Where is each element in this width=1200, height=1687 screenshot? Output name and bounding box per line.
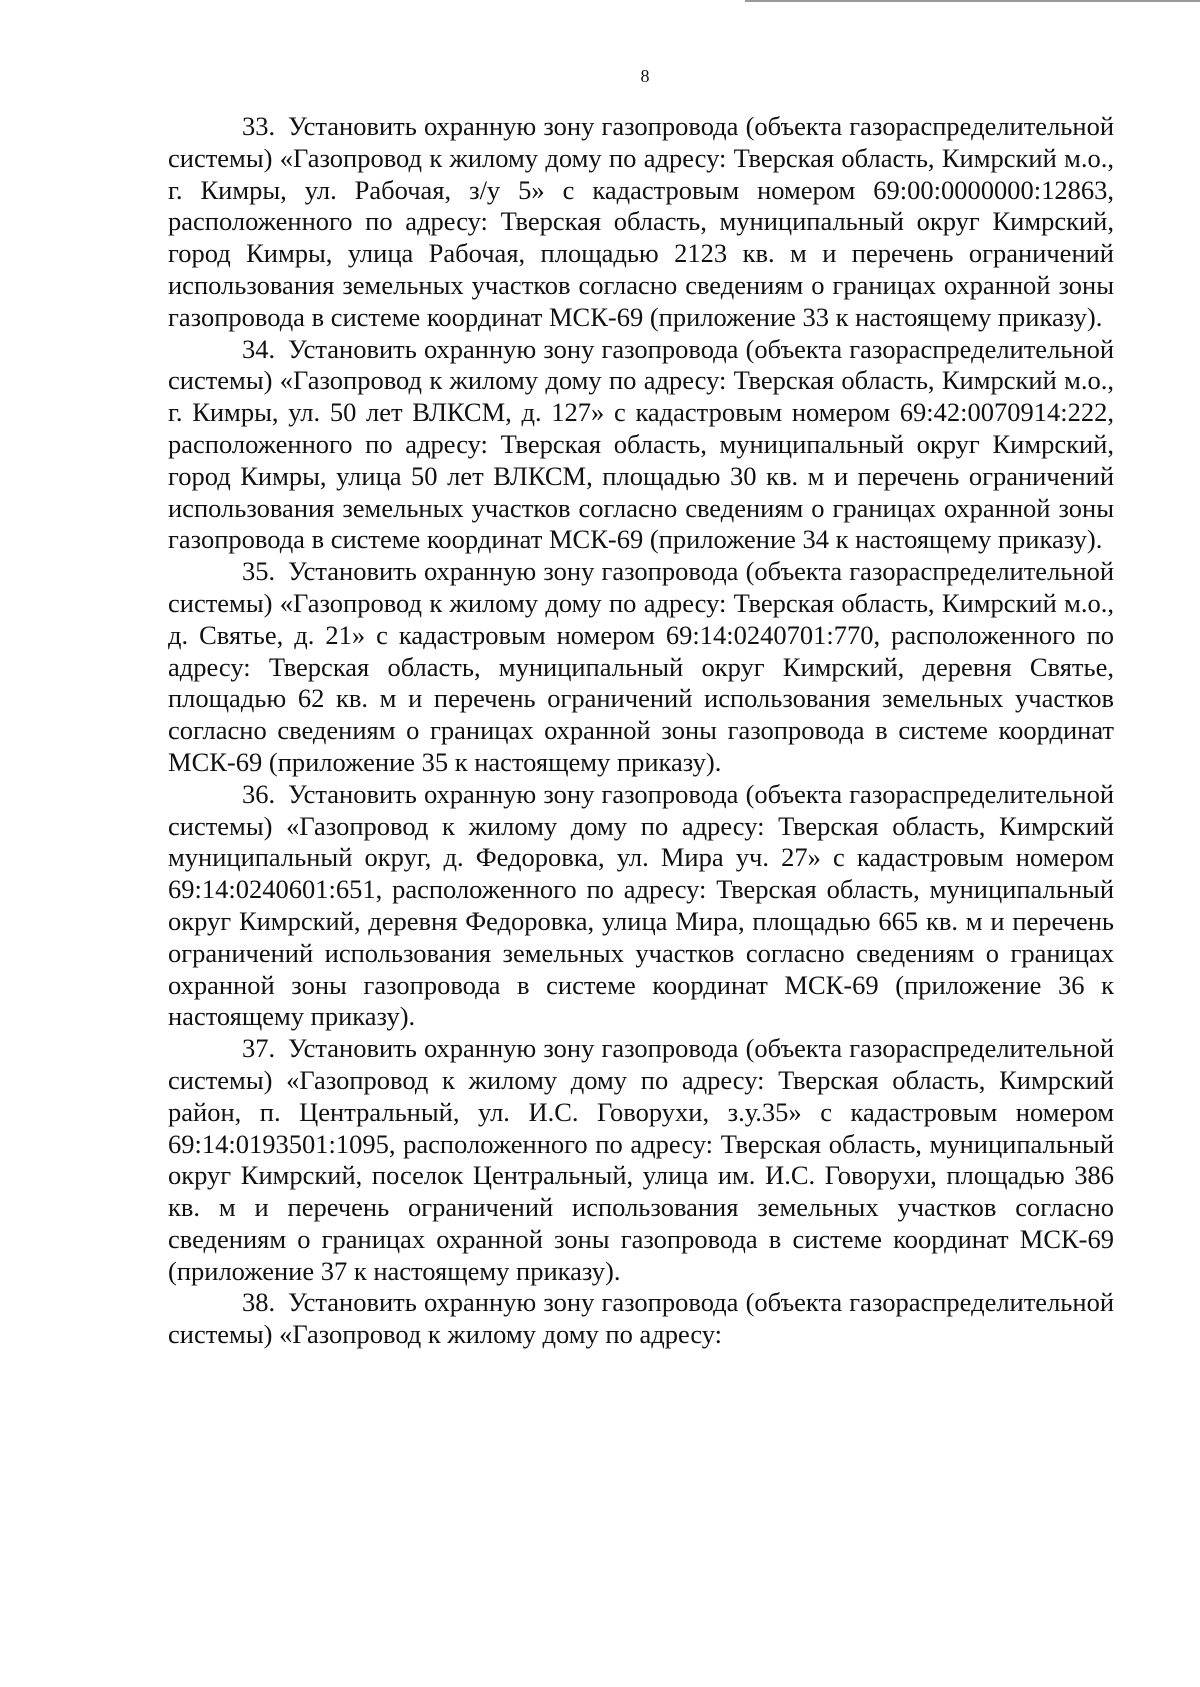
paragraph-text: Установить охранную зону газопровода (объекта газораспределительной системы) «Газопровод к жилому дому по адресу: Тверская область, Кимрский м.о., г. Кимры, ул. Рабочая, з/у 5» с кадастровым номером 69:00:0000000:12863, расположенного по адресу: Тверская область, муниципальный округ Кимрский, город Кимры, улица Рабочая, площадью 2123 кв. м и перечень ограничений использования земельных участков согласно сведениям о границах охранной зоны газопровода в системе координат МСК-69 (приложение 33 к настоящему приказу). — [168, 111, 1114, 332]
page-number: 8 — [640, 66, 650, 86]
paragraph-number: 38. — [242, 1287, 276, 1318]
paragraph-text: Установить охранную зону газопровода (объекта газораспределительной системы) «Газопровод к жилому дому по адресу: — [168, 1287, 1114, 1350]
scan-edge-line — [745, 0, 1200, 2]
paragraph-text: Установить охранную зону газопровода (объекта газораспределительной системы) «Газопровод к жилому дому по адресу: Тверская область, Кимрский муниципальный округ, д. Федоровка, ул. Мира уч. 27» с кадастровым номером 69:14:0240601:651, расположенного по адресу: Тверская область, муниципальный округ Кимрский, деревня Федоровка, улица Мира, площадью 665 кв. м и перечень ограничений использования земельных участков согласно сведениям о границах охранной зоны газопровода в системе координат МСК-69 (приложение 36 к настоящему приказу). — [168, 778, 1114, 1032]
paragraph-text: Установить охранную зону газопровода (объекта газораспределительной системы) «Газопровод к жилому дому по адресу: Тверская область, Кимрский район, п. Центральный, ул. И.С. Говорухи, з.у.35» с кадастровым номером 69:14:0193501:1095, расположенного по адресу: Тверская область, муниципальный округ Кимрский, поселок Центральный, улица им. И.С. Говорухи, площадью 386 кв. м и перечень ограничений использования земельных участков согласно сведениям о границах охранной зоны газопровода в системе координат МСК-69 (приложение 37 к настоящему приказу). — [168, 1033, 1114, 1286]
paragraph-text: Установить охранную зону газопровода (объекта газораспределительной системы) «Газопровод к жилому дому по адресу: Тверская область, Кимрский м.о., г. Кимры, ул. 50 лет ВЛКСМ, д. 127» с кадастровым номером 69:42:0070914:222, расположенного по адресу: Тверская область, муниципальный округ Кимрский, город Кимры, улица 50 лет ВЛКСМ, площадью 30 кв. м и перечень ограничений использования земельных участков согласно сведениям о границах охранной зоны газопровода в системе координат МСК-69 (приложение 34 к настоящему приказу). — [168, 333, 1114, 555]
paragraph-35 — [168, 556, 1114, 779]
paragraph-38 — [168, 1287, 1114, 1351]
paragraph-number: 34. — [242, 333, 276, 364]
paragraph-36 — [168, 779, 1114, 1033]
paragraph-number: 36. — [242, 778, 276, 809]
paragraph-37 — [168, 1033, 1114, 1287]
document-body — [168, 111, 1114, 1351]
paragraph-number: 35. — [242, 556, 276, 587]
paragraph-number: 33. — [242, 111, 276, 141]
paragraph-33 — [168, 111, 1114, 334]
paragraph-number: 37. — [242, 1033, 276, 1064]
paragraph-text: Установить охранную зону газопровода (объекта газораспределительной системы) «Газопровод к жилому дому по адресу: Тверская область, Кимрский м.о., д. Святье, д. 21» с кадастровым номером 69:14:0240701:770, расположенного по адресу: Тверская область, муниципальный округ Кимрский, деревня Святье, площадью 62 кв. м и перечень ограничений использования земельных участков согласно сведениям о границах охранной зоны газопровода в системе координат МСК-69 (приложение 35 к настоящему приказу). — [168, 556, 1114, 777]
paragraph-34 — [168, 334, 1114, 557]
